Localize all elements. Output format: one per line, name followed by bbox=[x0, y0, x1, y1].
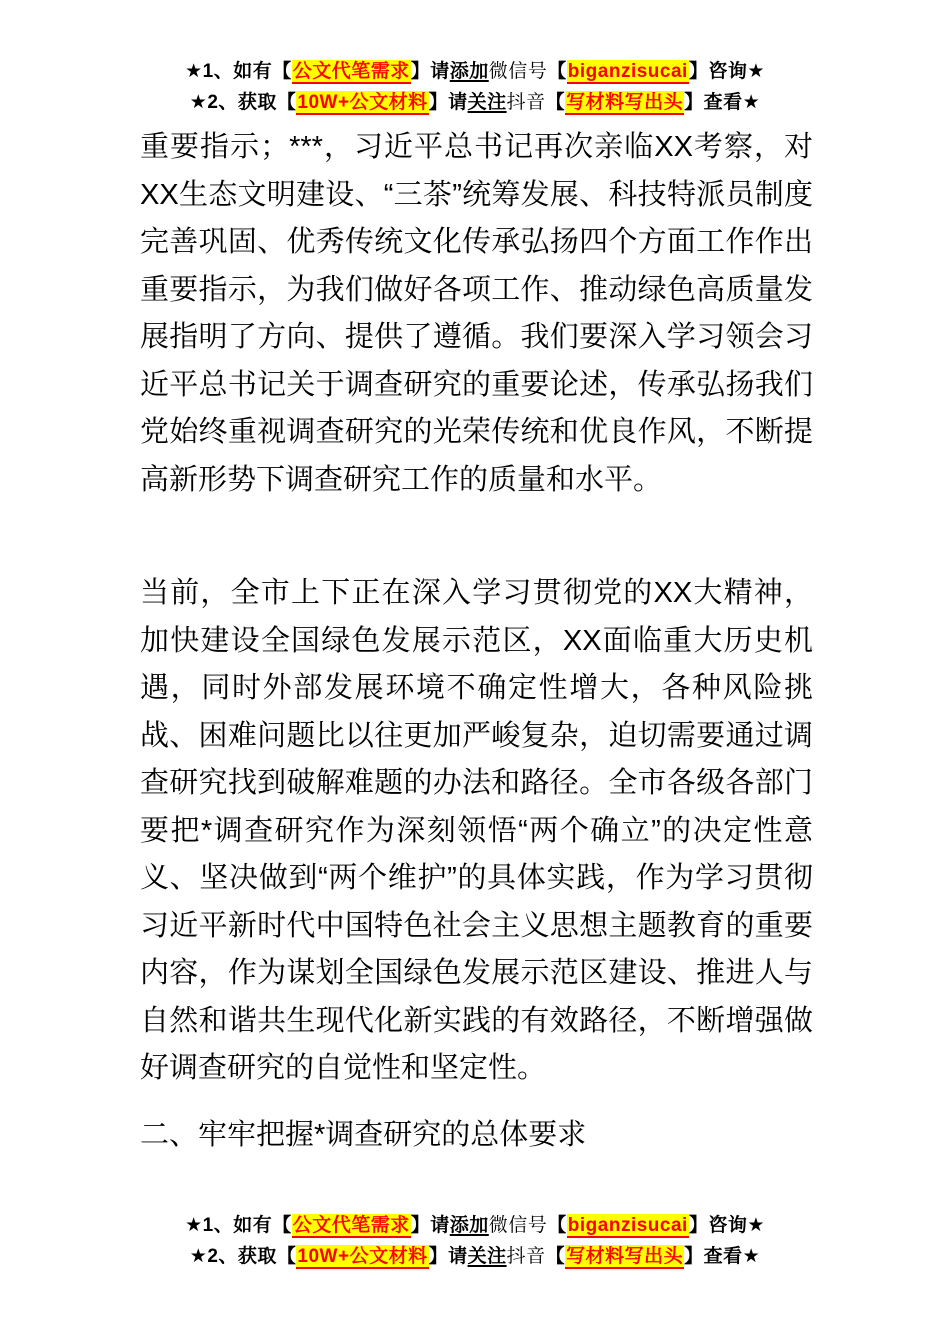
notice-bracket-text: 】请 bbox=[410, 61, 450, 82]
notice-suffix: 】咨询★ bbox=[688, 61, 765, 82]
notice-bracket-open: 【 bbox=[547, 1215, 567, 1236]
wechat-service-highlight: 公文代笔需求 bbox=[292, 61, 410, 82]
add-action-underlined: 添加 bbox=[449, 61, 489, 82]
douyin-account-highlight: 写材料写出头 bbox=[566, 92, 684, 113]
body-paragraph-1: 重要指示；***，习近平总书记再次亲临XX考察，对XX生态文明建设、“三茶”统筹发展、科技特派员制度完善巩固、优秀传统文化传承弘扬四个方面工作作出重要指示，为我们做好各项工作、推动绿色高质量发展指明了方向、提供了遵循。我们要深入学习领会习近平总书记关于调查研究的重要论述，传承弘扬我们党始终重视调查研究的光荣传统和优良作风，不断提高新形势下调查研究工作的质量和水平。 bbox=[140, 131, 813, 496]
notice-suffix: 】查看★ bbox=[684, 92, 761, 113]
footer-notice-line-2 bbox=[0, 1241, 950, 1272]
header-notice-line-2 bbox=[0, 87, 950, 118]
header-notice bbox=[0, 56, 950, 118]
material-pack-highlight: 10W+公文材料 bbox=[297, 92, 428, 113]
notice-bracket-text: 】请 bbox=[428, 92, 468, 113]
body-paragraph-2: 当前，全市上下正在深入学习贯彻党的XX大精神，加快建设全国绿色发展示范区，XX面临重大历史机遇，同时外部发展环境不确定性增大，各种风险挑战、困难问题比以往更加严峻复杂，迫切需要通过调查研究找到破解难题的办法和路径。全市各级各部门要把*调查研究作为深刻领悟“两个确立”的决定性意义、坚决做到“两个维护”的具体实践，作为学习贯彻习近平新时代中国特色社会主义思想主题教育的重要内容，作为谋划全国绿色发展示范区建设、推进人与自然和谐共生现代化新实践的有效路径，不断增强做好调查研究的自觉性和坚定性。 bbox=[140, 577, 813, 1084]
follow-action-underlined: 关注 bbox=[467, 1246, 507, 1267]
wechat-id-highlight: biganzisucai bbox=[567, 1215, 688, 1236]
notice-bracket-text: 】请 bbox=[428, 1246, 468, 1267]
footer-notice bbox=[0, 1210, 950, 1272]
notice-prefix: ★2、获取【 bbox=[189, 1246, 297, 1267]
wechat-service-highlight: 公文代笔需求 bbox=[292, 1215, 410, 1236]
douyin-channel-label: 抖音 bbox=[506, 92, 546, 113]
notice-suffix: 】咨询★ bbox=[688, 1215, 765, 1236]
notice-bracket-open: 【 bbox=[545, 92, 566, 113]
header-notice-line-1 bbox=[0, 56, 950, 87]
footer-notice-line-1 bbox=[0, 1210, 950, 1241]
notice-bracket-open: 【 bbox=[545, 1246, 566, 1267]
notice-prefix: ★1、如有【 bbox=[185, 1215, 292, 1236]
notice-bracket-open: 【 bbox=[547, 61, 567, 82]
notice-bracket-text: 】请 bbox=[410, 1215, 450, 1236]
wechat-id-highlight: biganzisucai bbox=[567, 61, 688, 82]
notice-suffix: 】查看★ bbox=[684, 1246, 761, 1267]
douyin-channel-label: 抖音 bbox=[506, 1246, 546, 1267]
follow-action-underlined: 关注 bbox=[467, 92, 507, 113]
material-pack-highlight: 10W+公文材料 bbox=[297, 1246, 428, 1267]
section-heading: 二、牢牢把握*调查研究的总体要求 bbox=[140, 1119, 587, 1151]
notice-prefix: ★1、如有【 bbox=[185, 61, 292, 82]
add-action-underlined: 添加 bbox=[449, 1215, 489, 1236]
notice-prefix: ★2、获取【 bbox=[189, 92, 297, 113]
wechat-channel-label: 微信号 bbox=[488, 1215, 548, 1236]
wechat-channel-label: 微信号 bbox=[488, 61, 548, 82]
douyin-account-highlight: 写材料写出头 bbox=[566, 1246, 684, 1267]
